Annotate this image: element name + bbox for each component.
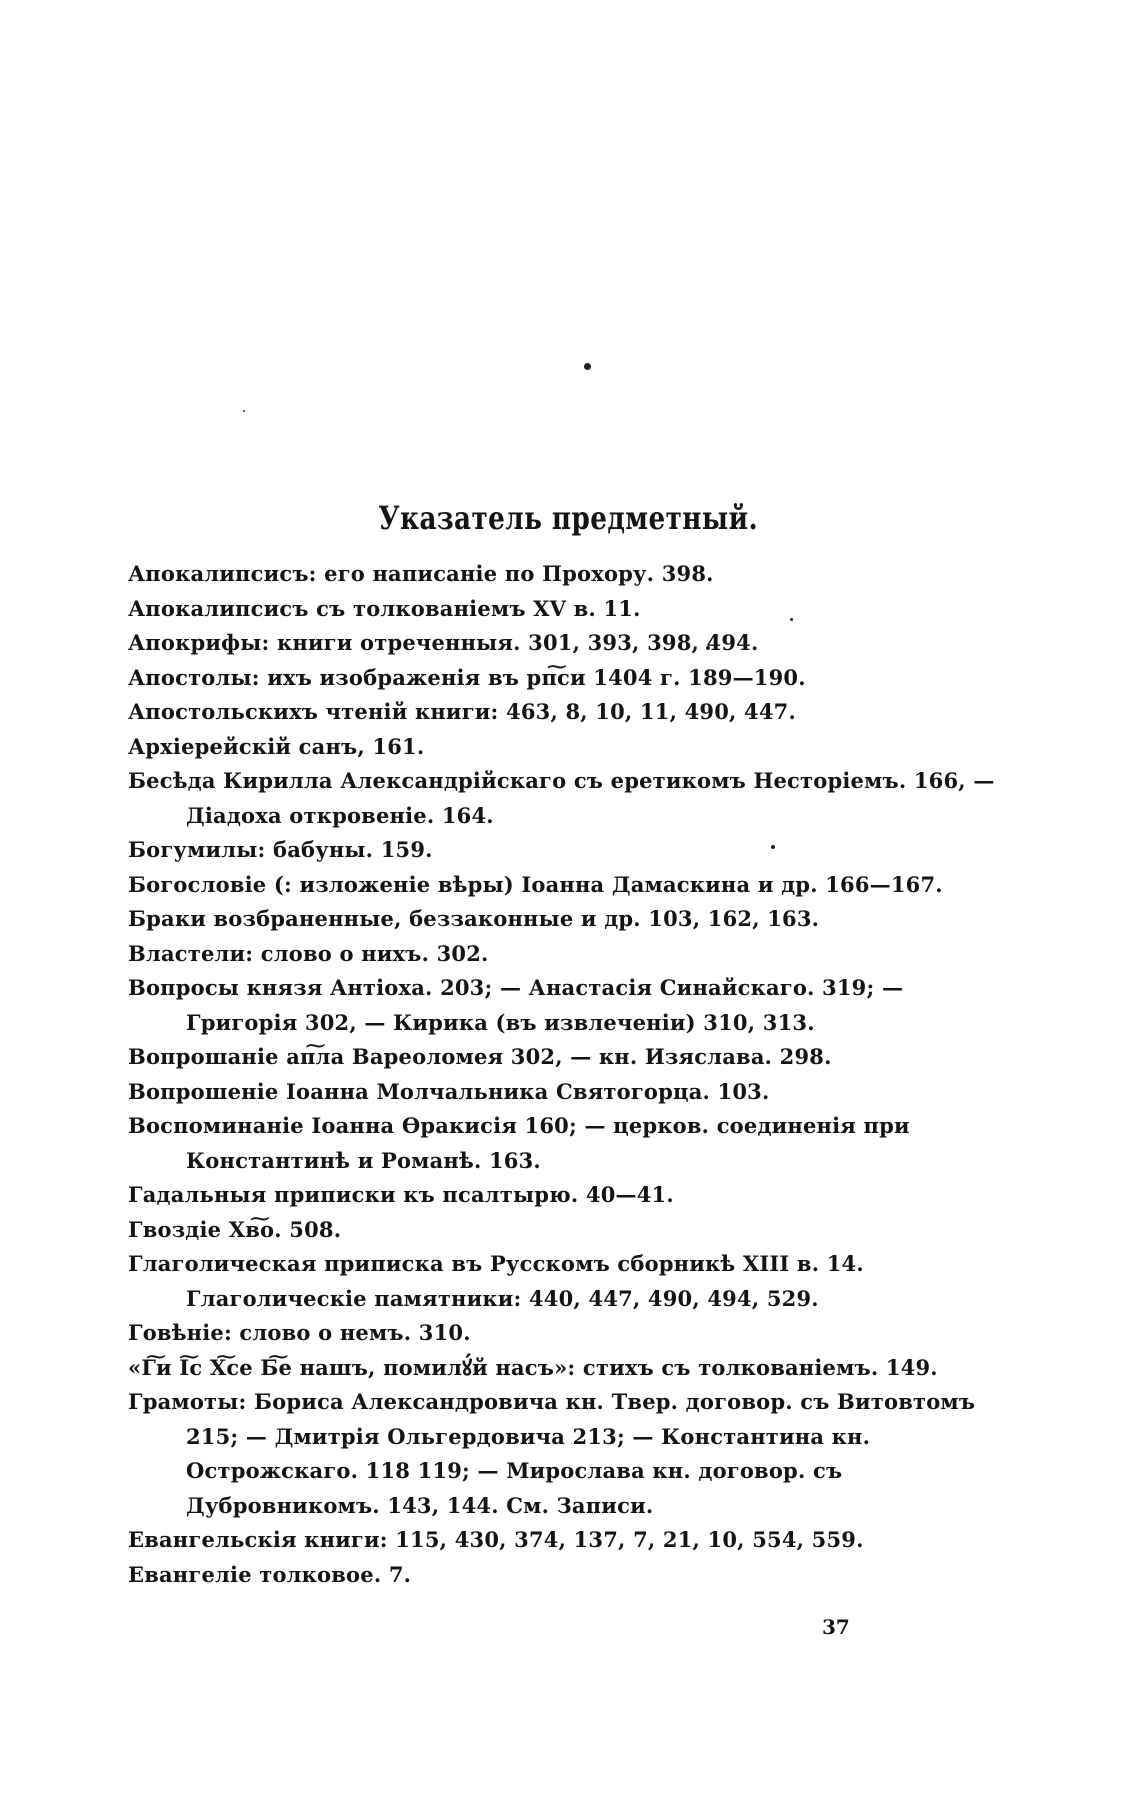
index-entry: Евангельскія книги: 115, 430, 374, 137, 7, 21, 10, 554, 559. <box>128 1527 864 1552</box>
print-speck <box>243 410 245 412</box>
index-entry: Говѣніе: слово о немъ. 310. <box>128 1320 471 1345</box>
index-entry: Евангеліе толковое. 7. <box>128 1561 412 1587</box>
index-entry: Апокалипсисъ съ толкованіемъ XV в. 11. <box>128 595 641 621</box>
index-entry: Богословіе (: изложеніе вѣры) Іоанна Дамаскина и др. 166—167. <box>128 871 943 897</box>
print-speck <box>584 363 591 370</box>
index-entry: Архіерейскій санъ, 161. <box>128 733 425 759</box>
index-entry: Властели: слово о нихъ. 302. <box>128 940 489 966</box>
index-entry: Воспоминаніе Іоанна Өракисія 160; — церков. соединенія при Константинѣ и Романѣ. 163. <box>128 1113 910 1173</box>
subject-index-list <box>128 557 998 1592</box>
index-entry: Богумилы: бабуны. 159. <box>128 837 433 862</box>
index-entry: «Г͠и І͠с Х͠се Б͠е нашъ, помилꙋ́й насъ»: стихъ съ толкованіемъ. 149. <box>128 1354 938 1380</box>
index-entry: Гадальныя приписки къ псалтырю. 40—41. <box>128 1182 674 1207</box>
index-entry: Апостолы: ихъ изображенія въ рп͠си 1404 г. 189—190. <box>128 664 806 690</box>
index-entry: Апостольскихъ чтеній книги: 463, 8, 10, 11, 490, 447. <box>128 699 796 724</box>
index-entry: Апокрифы: книги отреченныя. 301, 393, 398, 494. <box>128 630 759 655</box>
index-entry: Бесѣда Кирилла Александрійскаго съ еретикомъ Несторіемъ. 166, — Діадоха откровеніе. 164. <box>128 768 995 828</box>
index-entry: Апокалипсисъ: его написаніе по Прохору. 398. <box>128 561 714 586</box>
index-entry: Вопросы князя Антіоха. 203; — Анастасія Синайскаго. 319; — Григорія 302, — Кирика (въ извлеченіи) 310, 313. <box>128 975 904 1035</box>
index-entry: Вопрошеніе Іоанна Молчальника Святогорца. 103. <box>128 1078 770 1104</box>
index-entry: Грамоты: Бориса Александровича кн. Твер. договор. съ Витовтомъ 215; — Дмитрія Ольгердовича 213; — Константина кн. Острожскаго. 118 119; — Мирослава кн. договор. съ Дубровникомъ. 143, 144. См. Записи. <box>128 1389 976 1518</box>
index-entry: Браки возбраненные, беззаконные и др. 103, 162, 163. <box>128 906 820 931</box>
index-entry: Гвоздіе Хв͠о. 508. <box>128 1216 342 1242</box>
index-entry: Глаголическая приписка въ Русскомъ сборникѣ XIII в. 14. Глаголическіе памятники: 440, 447, 490, 494, 529. <box>128 1251 864 1311</box>
page-title: Указатель предметный. <box>378 499 758 538</box>
page-number: 37 <box>822 1615 850 1639</box>
index-entry: Вопрошаніе ап͠ла Вареоломея 302, — кн. Изяслава. 298. <box>128 1044 832 1069</box>
